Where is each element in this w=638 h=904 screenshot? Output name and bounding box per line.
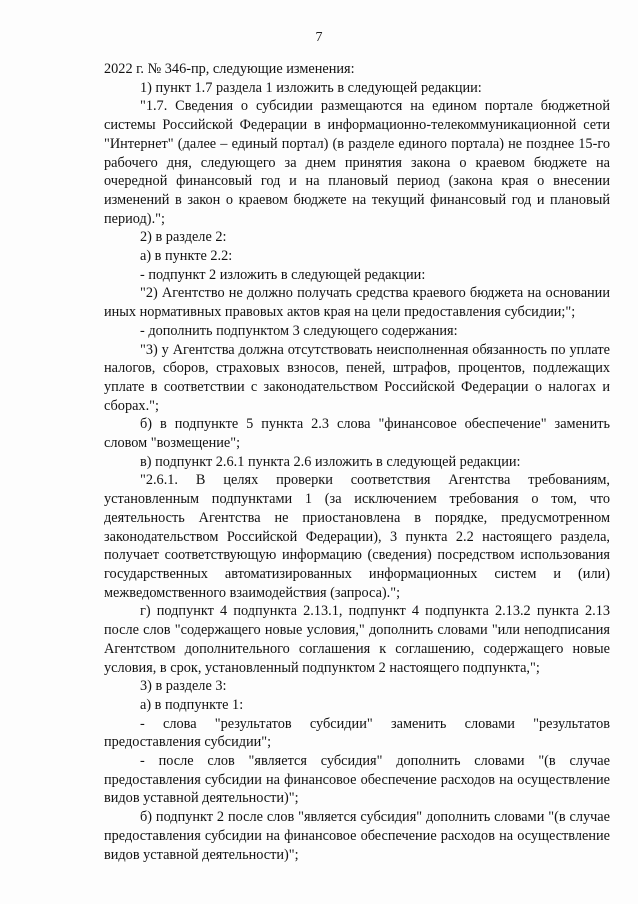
- paragraph: - дополнить подпунктом 3 следующего содержания:: [140, 322, 458, 339]
- paragraph: 2022 г. № 346-пр, следующие изменения:: [104, 61, 355, 77]
- paragraph: "3) у Агентства должна отсутствовать неисполненная обязанность по уплате налогов, сборов, страховых взносов, пеней, штрафов, процентов, подлежащих уплате в соответствии с законодательством Российской Федерации о налогах и сборах.";: [104, 341, 610, 414]
- paragraph: б) подпункт 2 после слов "является субсидия" дополнить словами "(в случае предоставления субсидии на финансовое обеспечение расходов на осуществление видов уставной деятельности)";: [104, 809, 610, 863]
- paragraph: а) в подпункте 1:: [140, 696, 244, 713]
- paragraph: - подпункт 2 изложить в следующей редакции:: [140, 266, 426, 283]
- paragraph: 1) пункт 1.7 раздела 1 изложить в следующей редакции:: [140, 79, 482, 96]
- paragraph: - после слов "является субсидия" дополнить словами "(в случае предоставления субсидии на финансовое обеспечение расходов на осуществление видов уставной деятельности)";: [104, 753, 610, 807]
- paragraph: "1.7. Сведения о субсидии размещаются на едином портале бюджетной системы Российской Федерации в информационно-телекоммуникационной сети "Интернет" (далее – единый портал) (в разделе единого портала) не позднее 15-го рабочего дня, следующего за днем принятия закона о краевом бюджете на очередной финансовый год и на плановый период (закона края о внесении изменений в закон о краевом бюджете на текущий финансовый год и плановый период).";: [104, 98, 610, 227]
- paragraph: 3) в разделе 3:: [140, 678, 227, 695]
- paragraph: 2) в разделе 2:: [140, 229, 227, 246]
- paragraph: в) подпункт 2.6.1 пункта 2.6 изложить в следующей редакции:: [140, 453, 521, 470]
- paragraph: "2) Агентство не должно получать средства краевого бюджета на основании иных нормативных правовых актов края на цели предоставления субсидии;";: [104, 285, 610, 321]
- page-number: 7: [315, 30, 323, 45]
- paragraph: а) в пункте 2.2:: [140, 248, 233, 265]
- paragraph: - слова "результатов субсидии" заменить словами "результатов предоставления субсидии";: [104, 715, 610, 751]
- paragraph: б) в подпункте 5 пункта 2.3 слова "финансовое обеспечение" заменить словом "возмещение";: [104, 416, 610, 452]
- paragraph: г) подпункт 4 подпункта 2.13.1, подпункт 4 подпункта 2.13.2 пункта 2.13 после слов "содержащего новые условия," дополнить словами "или неподписания Агентством дополнительного соглашения к соглашению, содержащего новые условия, в срок, установленный подпунктом 2 настоящего подпункта,";: [104, 603, 610, 676]
- document-body: [104, 60, 610, 864]
- paragraph: "2.6.1. В целях проверки соответствия Агентства требованиям, установленным подпунктами 1 (за исключением требования о том, что деятельность Агентства не приостановлена в порядке, предусмотренном законодательством Российской Федерации), 3 пункта 2.2 настоящего раздела, получает соответствующую информацию (сведения) посредством использования государственных автоматизированных информационных систем и (или) межведомственного взаимодействия (запроса).";: [104, 472, 610, 601]
